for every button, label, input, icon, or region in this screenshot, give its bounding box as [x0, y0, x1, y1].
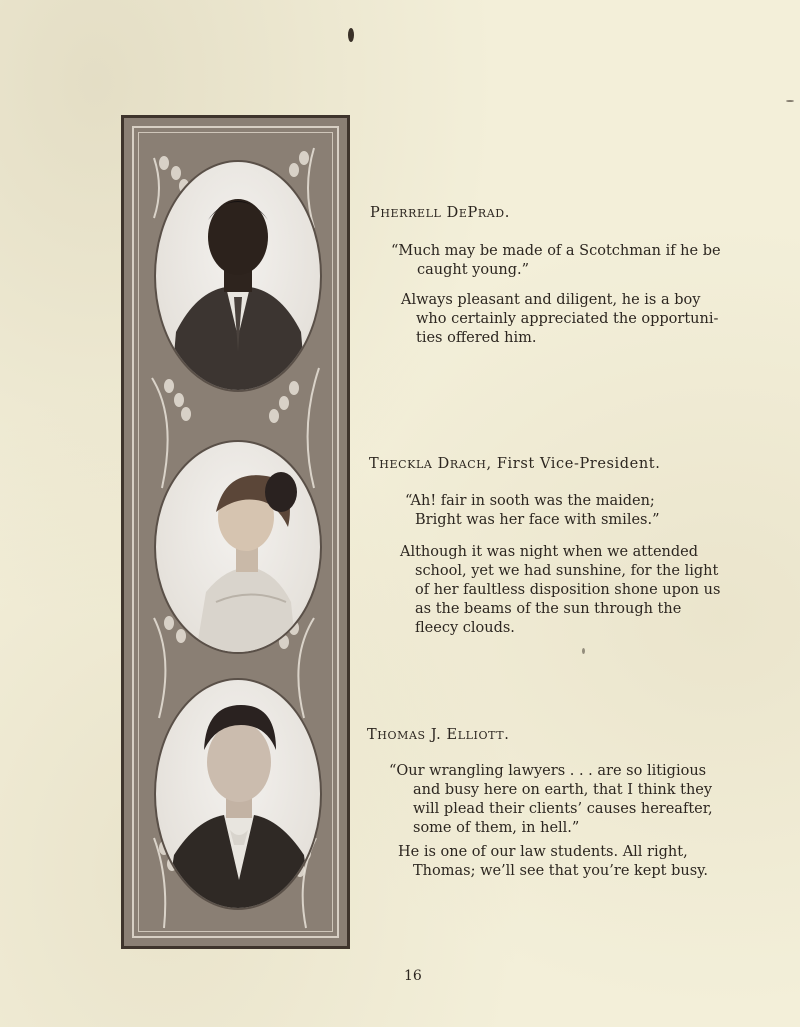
name-suffix: , First Vice-President. [486, 456, 661, 472]
quote [391, 242, 721, 280]
student-name [370, 205, 510, 221]
name-small-caps: E [458, 207, 468, 220]
young-man-portrait-icon [156, 680, 320, 908]
young-man-portrait-icon [156, 162, 320, 390]
quote [389, 762, 713, 838]
quote-line: will plead their clients’ causes hereafter, [413, 801, 713, 817]
description [401, 291, 718, 348]
description-line: Although it was night when we attended [400, 544, 699, 560]
name-initial: T [367, 727, 378, 743]
description-line: Always pleasant and diligent, he is a boy [401, 292, 701, 308]
name-small-caps: RACH [449, 458, 487, 471]
name-initial: D [432, 456, 450, 472]
portrait-frame-2 [154, 440, 322, 654]
name-initial: P [370, 205, 381, 221]
description-line: ties offered him. [416, 330, 537, 346]
quote-line: caught young.” [417, 262, 530, 278]
name-small-caps: HERRELL [380, 207, 442, 220]
description-line: of her faultless disposition shone upon us [415, 582, 721, 598]
quote [405, 492, 660, 530]
name-initial: T [369, 456, 380, 472]
description-line: school, yet we had sunshine, for the light [415, 563, 719, 579]
description [400, 543, 720, 638]
quote-line: Bright was her face with smiles.” [415, 512, 660, 528]
quote-line: some of them, in hell.” [413, 820, 580, 836]
name-small-caps: RAD [477, 207, 505, 220]
name-initial: J. E [425, 727, 458, 743]
quote-line: “Much may be made of a Scotchman if he be [391, 243, 721, 259]
description-line: as the beams of the sun through the [415, 601, 682, 617]
page-number: 16 [404, 968, 422, 984]
young-woman-portrait-icon [156, 442, 320, 652]
name-small-caps: HOMAS [377, 729, 426, 742]
portrait-frame-3 [154, 678, 322, 910]
student-name [367, 727, 509, 743]
name-initial: D [441, 205, 459, 221]
description-line: who certainly appreciated the opportuni- [416, 311, 719, 327]
description-line: He is one of our law students. All right, [398, 844, 688, 860]
description-line: Thomas; we’ll see that you’re kept busy. [413, 863, 709, 879]
name-initial: P [467, 205, 478, 221]
paper-speck [582, 648, 585, 654]
description [398, 843, 708, 881]
name-suffix: . [504, 727, 510, 743]
paper-speck [786, 100, 794, 102]
name-suffix: . [504, 205, 510, 221]
quote-line: and busy here on earth, that I think they [413, 782, 713, 798]
name-small-caps: LLIOTT [457, 729, 505, 742]
paper-speck [348, 28, 354, 42]
description-line: fleecy clouds. [415, 620, 515, 636]
quote-line: “Our wrangling lawyers . . . are so litigious [389, 763, 707, 779]
quote-line: “Ah! fair in sooth was the maiden; [405, 493, 655, 509]
name-small-caps: HECKLA [379, 458, 433, 471]
student-name [369, 456, 660, 472]
portrait-frame-1 [154, 160, 322, 392]
portrait-panel [121, 115, 350, 949]
